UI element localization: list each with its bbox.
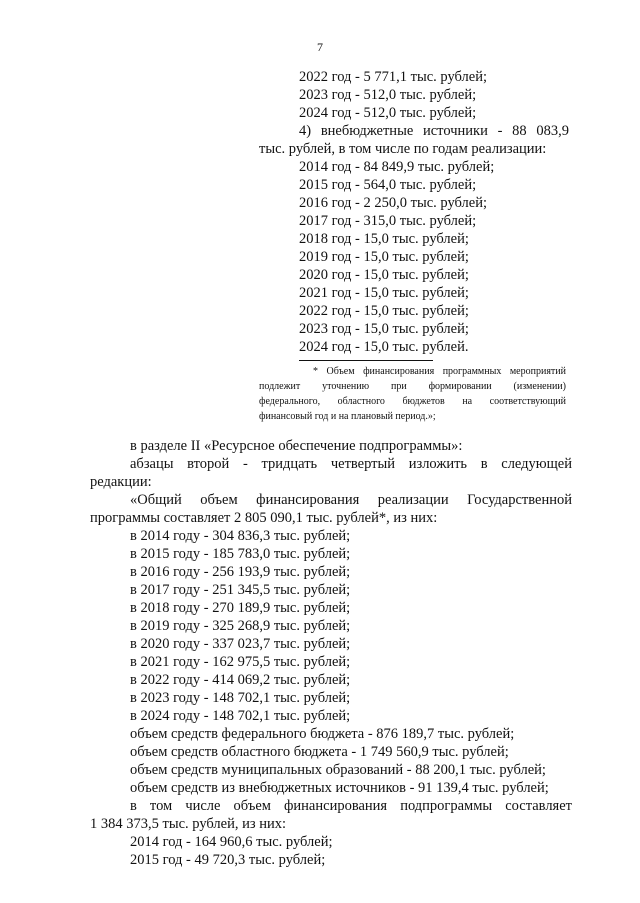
instruction-text: абзацы второй - тридцать четвертый изложить в следующей bbox=[130, 456, 572, 472]
list-item: объем средств из внебюджетных источников - 91 139,4 тыс. рублей; bbox=[130, 780, 549, 796]
list-item: в 2017 году - 251 345,5 тыс. рублей; bbox=[130, 582, 351, 598]
list-item: в 2015 году - 185 783,0 тыс. рублей; bbox=[130, 546, 351, 562]
item-4-heading: 4) внебюджетные источники - 88 083,9 bbox=[299, 123, 569, 139]
list-item: в 2021 году - 162 975,5 тыс. рублей; bbox=[130, 654, 351, 670]
list-item: 2021 год - 15,0 тыс. рублей; bbox=[299, 285, 469, 301]
instruction-text-continuation: редакции: bbox=[90, 474, 152, 490]
subprogram-text: в том числе объем финансирования подпрограммы составляет bbox=[130, 798, 572, 814]
list-item: в 2014 году - 304 836,3 тыс. рублей; bbox=[130, 528, 351, 544]
page-number: 7 bbox=[317, 40, 323, 54]
list-item: 2024 год - 15,0 тыс. рублей. bbox=[299, 339, 469, 355]
list-item: 2022 год - 5 771,1 тыс. рублей; bbox=[299, 69, 487, 85]
item-4-continuation: тыс. рублей, в том числе по годам реализации: bbox=[259, 141, 547, 157]
list-item: в 2016 году - 256 193,9 тыс. рублей; bbox=[130, 564, 351, 580]
list-item: объем средств федерального бюджета - 876 189,7 тыс. рублей; bbox=[130, 726, 515, 742]
list-item: 2022 год - 15,0 тыс. рублей; bbox=[299, 303, 469, 319]
list-item: 2023 год - 512,0 тыс. рублей; bbox=[299, 87, 477, 103]
list-item: 2014 год - 84 849,9 тыс. рублей; bbox=[299, 159, 495, 175]
list-item: в 2022 году - 414 069,2 тыс. рублей; bbox=[130, 672, 351, 688]
list-item: 2019 год - 15,0 тыс. рублей; bbox=[299, 249, 469, 265]
list-item: объем средств областного бюджета - 1 749 560,9 тыс. рублей; bbox=[130, 744, 509, 760]
list-item: 2020 год - 15,0 тыс. рублей; bbox=[299, 267, 469, 283]
footnote-line: подлежит уточнению при формировании (изменении) bbox=[259, 381, 566, 392]
list-item: 2017 год - 315,0 тыс. рублей; bbox=[299, 213, 477, 229]
section-reference: в разделе II «Ресурсное обеспечение подпрограммы»: bbox=[130, 438, 463, 454]
list-item: 2018 год - 15,0 тыс. рублей; bbox=[299, 231, 469, 247]
footnote-line: финансовый год и на плановый период.»; bbox=[259, 411, 436, 422]
quote-text: «Общий объем финансирования реализации Государственной bbox=[130, 492, 572, 508]
footnote-divider bbox=[299, 360, 433, 361]
list-item: 2023 год - 15,0 тыс. рублей; bbox=[299, 321, 469, 337]
quote-text-continuation: программы составляет 2 805 090,1 тыс. рублей*, из них: bbox=[90, 510, 438, 526]
list-item: в 2023 году - 148 702,1 тыс. рублей; bbox=[130, 690, 351, 706]
list-item: в 2019 году - 325 268,9 тыс. рублей; bbox=[130, 618, 351, 634]
list-item: 2016 год - 2 250,0 тыс. рублей; bbox=[299, 195, 487, 211]
list-item: 2014 год - 164 960,6 тыс. рублей; bbox=[130, 834, 333, 850]
subprogram-text-continuation: 1 384 373,5 тыс. рублей, из них: bbox=[90, 816, 286, 832]
list-item: в 2018 году - 270 189,9 тыс. рублей; bbox=[130, 600, 351, 616]
list-item: в 2020 году - 337 023,7 тыс. рублей; bbox=[130, 636, 351, 652]
list-item: 2015 год - 564,0 тыс. рублей; bbox=[299, 177, 477, 193]
list-item: объем средств муниципальных образований - 88 200,1 тыс. рублей; bbox=[130, 762, 546, 778]
footnote-line: * Объем финансирования программных мероприятий bbox=[313, 366, 566, 377]
list-item: в 2024 году - 148 702,1 тыс. рублей; bbox=[130, 708, 351, 724]
list-item: 2015 год - 49 720,3 тыс. рублей; bbox=[130, 852, 326, 868]
list-item: 2024 год - 512,0 тыс. рублей; bbox=[299, 105, 477, 121]
footnote-line: федерального, областного бюджетов на соответствующий bbox=[259, 396, 566, 407]
